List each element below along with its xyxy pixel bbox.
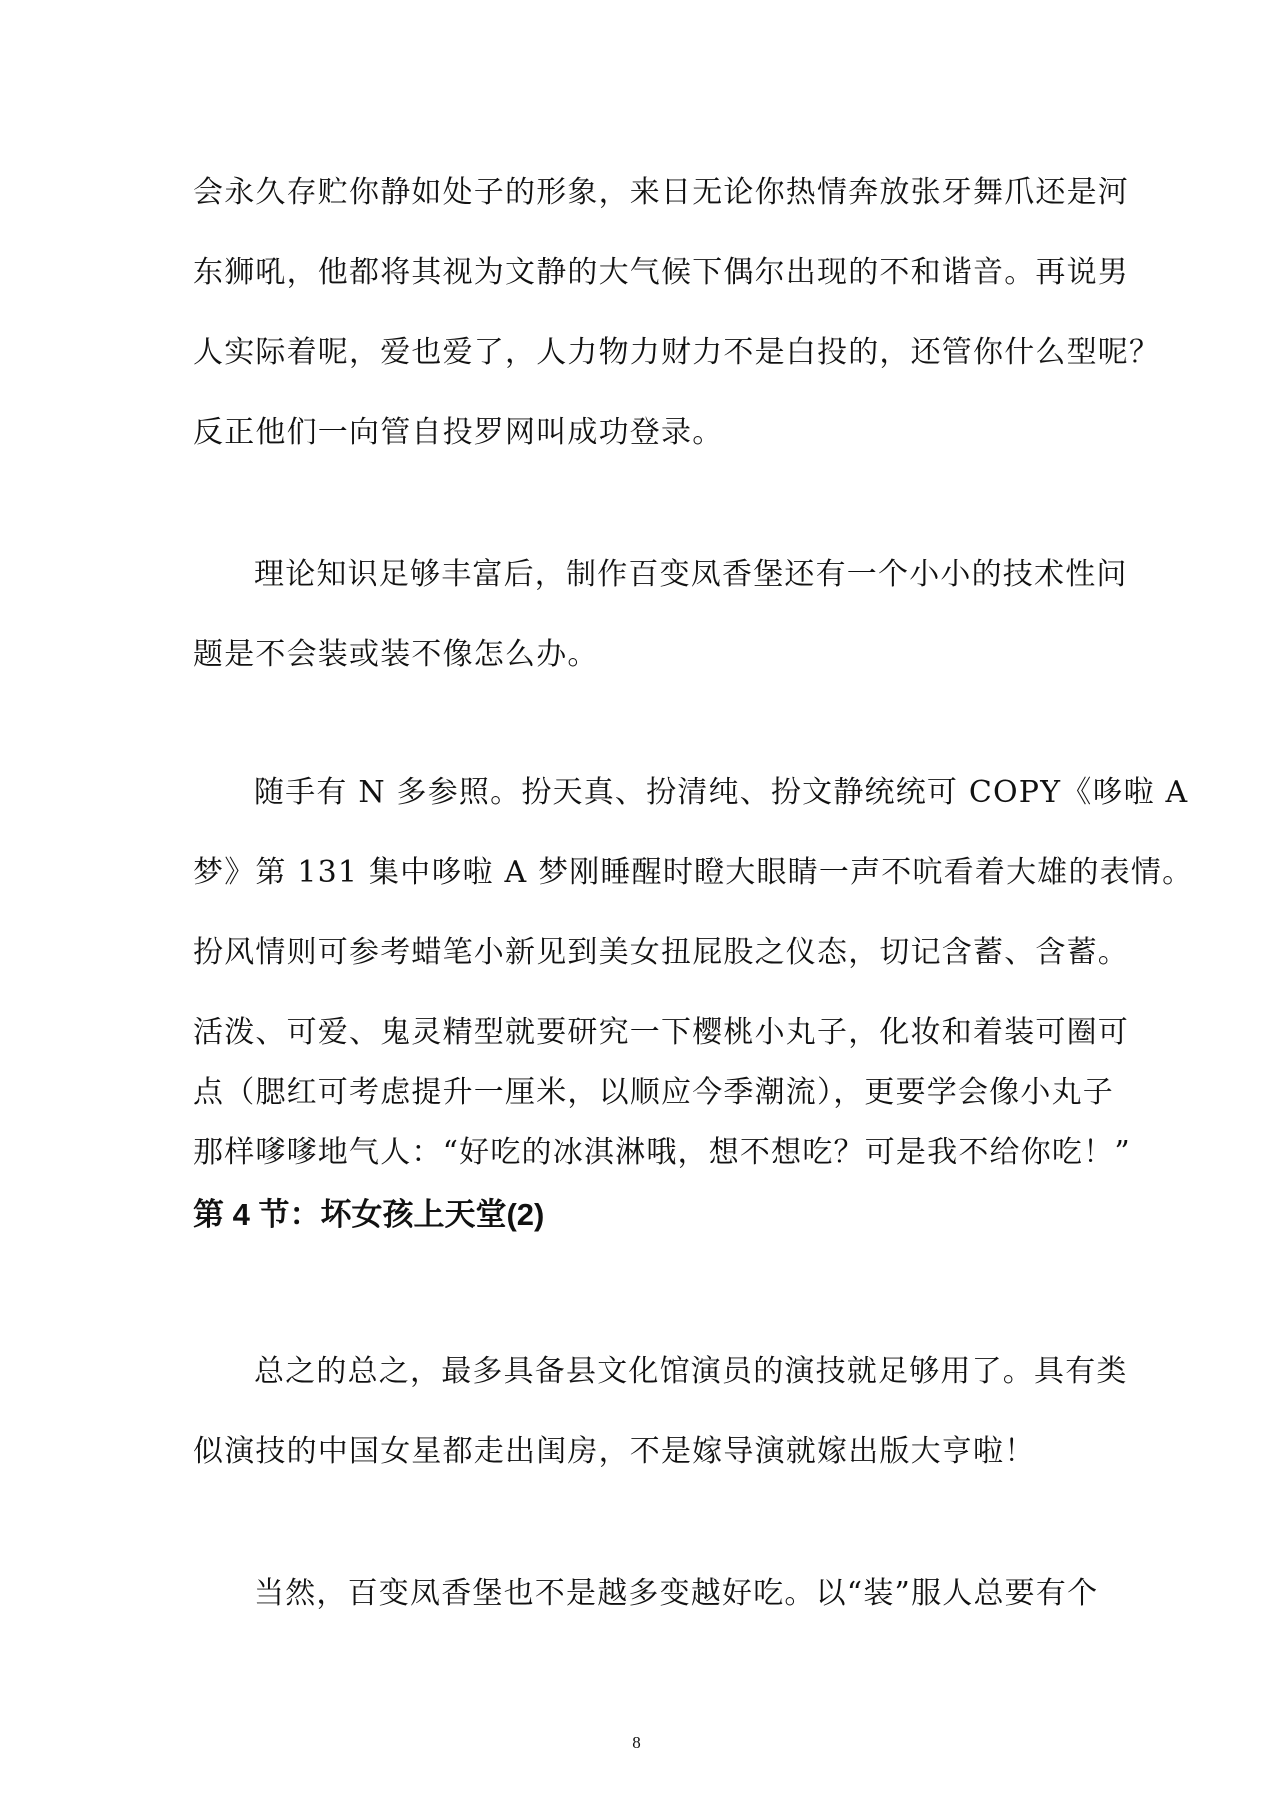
paragraph-3-line-5: 点（腮红可考虑提升一厘米，以顺应今季潮流），更要学会像小丸子 bbox=[193, 1075, 1114, 1110]
paragraph-5-line-1: 当然，百变凤香堡也不是越多变越好吃。以“装”服人总要有个 bbox=[254, 1576, 1099, 1611]
paragraph-4-line-1: 总之的总之，最多具备县文化馆演员的演技就足够用了。具有类 bbox=[254, 1354, 1128, 1389]
paragraph-3-line-6: 那样嗲嗲地气人：“好吃的冰淇淋哦，想不想吃？可是我不给你吃！” bbox=[193, 1135, 1131, 1170]
paragraph-2-line-1: 理论知识足够丰富后，制作百变凤香堡还有一个小小的技术性问 bbox=[254, 557, 1128, 592]
paragraph-2-line-2: 题是不会装或装不像怎么办。 bbox=[193, 637, 599, 672]
paragraph-3-line-1: 随手有 N 多参照。扮天真、扮清纯、扮文静统统可 COPY《哆啦 A bbox=[254, 775, 1189, 810]
paragraph-1-line-1: 会永久存贮你静如处子的形象，来日无论你热情奔放张牙舞爪还是河 bbox=[193, 175, 1129, 210]
paragraph-3-line-4: 活泼、可爱、鬼灵精型就要研究一下樱桃小丸子，化妆和着装可圈可 bbox=[193, 1015, 1129, 1050]
paragraph-1-line-4: 反正他们一向管自投罗网叫成功登录。 bbox=[193, 415, 724, 450]
paragraph-3-line-3: 扮风情则可参考蜡笔小新见到美女扭屁股之仪态，切记含蓄、含蓄。 bbox=[193, 935, 1129, 970]
paragraph-1-line-2: 东狮吼，他都将其视为文静的大气候下偶尔出现的不和谐音。再说男 bbox=[193, 255, 1129, 290]
page-number: 8 bbox=[632, 1733, 641, 1752]
paragraph-4-line-2: 似演技的中国女星都走出闺房，不是嫁导演就嫁出版大亨啦！ bbox=[193, 1434, 1036, 1469]
paragraph-3-line-2: 梦》第 131 集中哆啦 A 梦刚睡醒时瞪大眼睛一声不吭看着大雄的表情。 bbox=[193, 855, 1194, 890]
section-heading: 第 4 节：坏女孩上天堂(2) bbox=[193, 1197, 545, 1232]
paragraph-1-line-3: 人实际着呢，爱也爱了，人力物力财力不是白投的，还管你什么型呢？ bbox=[193, 335, 1161, 370]
